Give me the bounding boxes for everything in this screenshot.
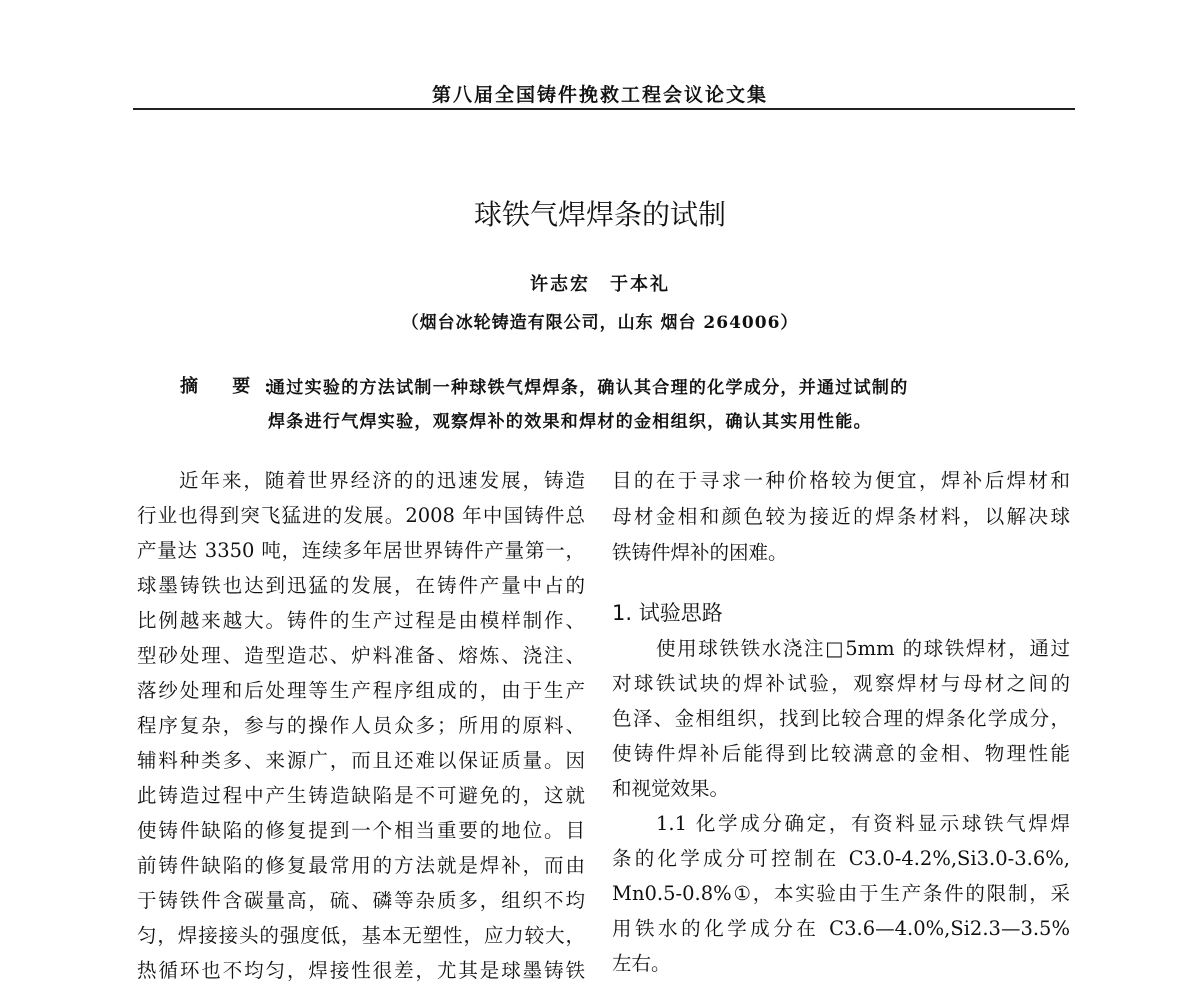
paragraph-line: 使铸件焊补后能得到比较满意的金相、物理性能: [612, 742, 1070, 765]
paragraph-line: 和视觉效果。: [612, 777, 730, 800]
paragraph-line: 条的化学成分可控制在 C3.0-4.2%,Si3.0-3.6%,: [612, 847, 1070, 870]
abstract-line: 焊条进行气焊实验，观察焊补的效果和焊材的金相组织，确认其实用性能。: [268, 412, 872, 432]
paragraph-line: 行业也得到突飞猛进的发展。2008 年中国铸件总: [137, 504, 585, 527]
paragraph-line: 于铸铁件含碳量高，硫、磷等杂质多，组织不均: [137, 889, 585, 912]
paragraph-line: Mn0.5-0.8%①，本实验由于生产条件的限制，采: [612, 882, 1070, 905]
paragraph-line: 匀，焊接接头的强度低，基本无塑性，应力较大，: [137, 924, 585, 947]
paragraph-line: 前铸件缺陷的修复最常用的方法就是焊补，而由: [137, 854, 585, 877]
paragraph-line: 母材金相和颜色较为接近的焊条材料，以解决球: [612, 505, 1070, 528]
affiliation: （烟台冰轮铸造有限公司，山东 烟台 264006）: [401, 313, 799, 333]
paragraph-line: 辅料种类多、来源广，而且还难以保证质量。因: [137, 749, 585, 772]
paragraph-line: 此铸造过程中产生铸造缺陷是不可避免的，这就: [137, 784, 585, 807]
paragraph-line: 铁铸件焊补的困难。: [612, 541, 788, 564]
paragraph-line: 1.1 化学成分确定，有资料显示球铁气焊焊: [656, 812, 1070, 835]
paragraph-line: 色泽、金相组织，找到比较合理的焊条化学成分，: [612, 707, 1070, 730]
paragraph-line: 落纱处理和后处理等生产程序组成的，由于生产: [137, 679, 585, 702]
paragraph-line: 用铁水的化学成分在 C3.6—4.0%,Si2.3—3.5%: [612, 917, 1070, 940]
paragraph-line: 热循环也不均匀，焊接性很差，尤其是球墨铸铁: [137, 959, 585, 982]
paragraph-line: 使铸件缺陷的修复提到一个相当重要的地位。目: [137, 819, 585, 842]
paragraph-line: 型砂处理、造型造芯、炉料准备、熔炼、浇注、: [137, 644, 585, 667]
paragraph-line: 使用球铁铁水浇注□5mm 的球铁焊材，通过: [656, 637, 1070, 660]
paragraph-line: 程序复杂，参与的操作人员众多；所用的原料、: [137, 714, 585, 737]
authors: 许志宏 于本礼: [530, 274, 670, 295]
header-rule: [133, 108, 1075, 110]
paragraph-line: 球墨铸铁也达到迅猛的发展，在铸件产量中占的: [137, 574, 585, 597]
paragraph-line: 产量达 3350 吨，连续多年居世界铸件产量第一，: [137, 539, 585, 562]
paper-title: 球铁气焊焊条的试制: [473, 198, 726, 231]
running-header: 第八届全国铸件挽救工程会议论文集: [431, 84, 768, 106]
abstract-line: 通过实验的方法试制一种球铁气焊焊条，确认其合理的化学成分，并通过试制的: [268, 378, 909, 398]
paragraph-line: 近年来，随着世界经济的的迅速发展，铸造: [179, 469, 585, 492]
abstract-label: 摘 要:: [180, 376, 285, 397]
paragraph-line: 左右。: [612, 952, 671, 975]
section-heading: 1. 试验思路: [612, 601, 723, 625]
paragraph-line: 目的在于寻求一种价格较为便宜，焊补后焊材和: [612, 469, 1070, 492]
paragraph-line: 对球铁试块的焊补试验，观察焊材与母材之间的: [612, 672, 1070, 695]
paragraph-line: 比例越来越大。铸件的生产过程是由模样制作、: [137, 609, 585, 632]
